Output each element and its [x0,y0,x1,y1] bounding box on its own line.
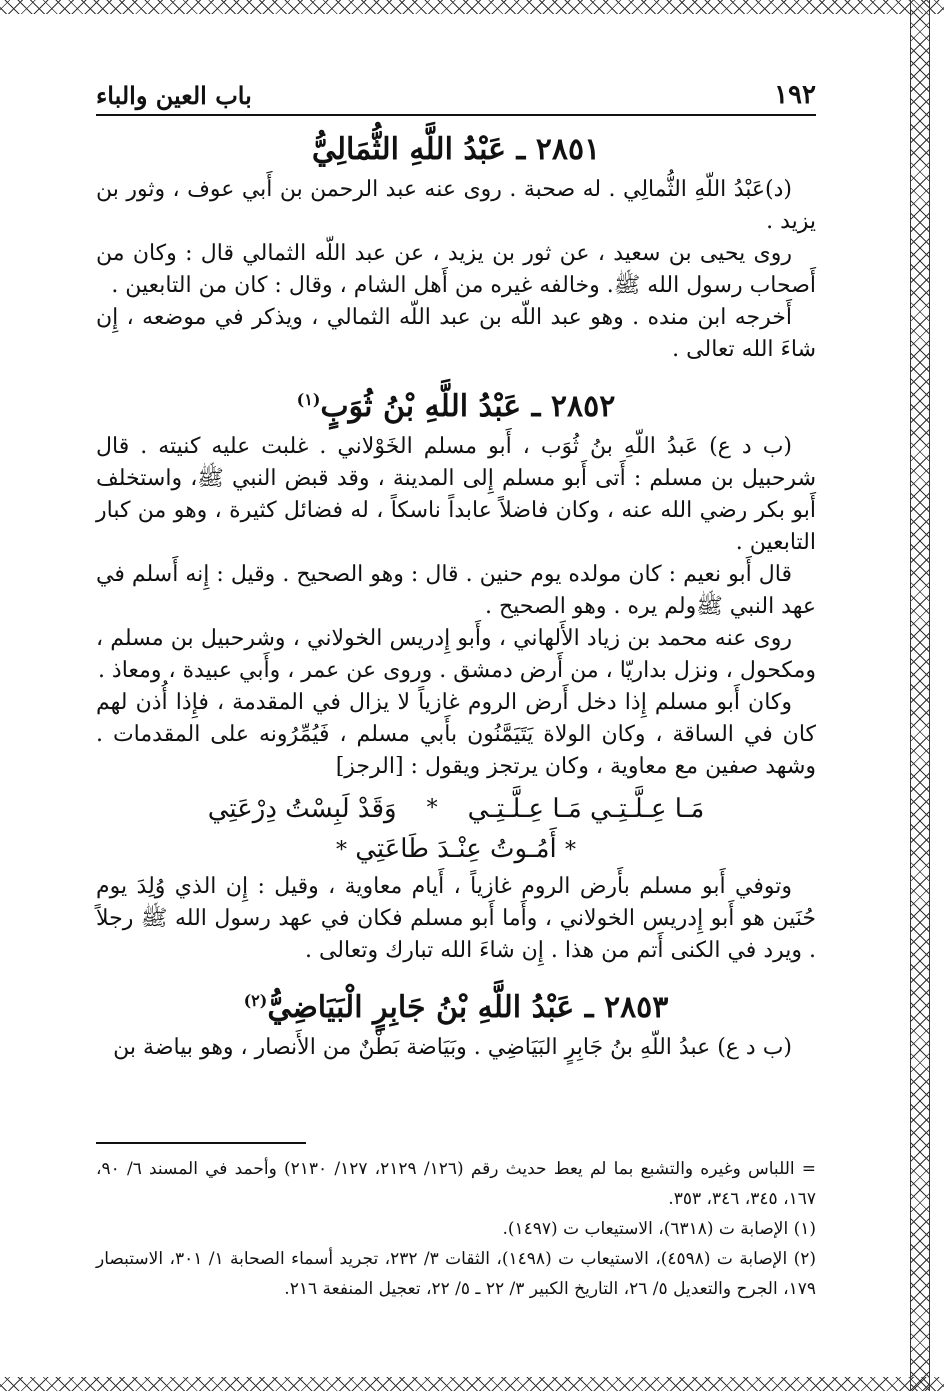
page-number: ١٩٢ [774,80,816,110]
paragraph: قال أَبو نعيم : كان مولده يوم حنين . قال : وهو الصحيح . وقيل : إِنه أَسلم في عهد النبي ﷺولم يره . وهو الصحيح . [96,562,816,619]
footnote: (١) الإصابة ت (٦٣١٨)، الاستيعاب ت (١٤٩٧). [502,1219,816,1239]
entry-title-2851 [96,132,816,168]
entry-title-2852 [96,382,816,425]
entry-title-text: ٢٨٥٢ ـ عَبْدُ اللَّهِ بْنُ ثُوَبٍ [320,389,616,424]
paragraph: روى عنه محمد بن زياد الأَلهاني ، وأَبو إِدريس الخولاني ، وشرحبيل بن مسلم ، ومكحول ، ونزل بداريّا ، من أَرض دمشق . وروى عن عمر ، وأَبي عبيدة ، ومعاذ . [96,626,816,683]
paragraph: (ب د ع) عبدُ اللّهِ بنُ جَابِرٍ البَيَاضِي . وبَيَاضة بَطْنٌ من الأَنصار ، وهو بياضة بن [113,1035,792,1060]
paragraph: وكان أَبو مسلم إِذا دخل أَرض الروم غازياً لا يزال في المقدمة ، فإِذا أُذن لهم كان في الساقة ، وكان الولاة يَتَيَمَّنُون بأَبي مسلم ، فَيُمِّرُونه على المقدمات . وشهد صفين مع معاوية ، وكان يرتجز ويقول : [الرجز] [96,690,816,779]
footnote: (٢) الإصابة ت (٤٥٩٨)، الاستيعاب ت (١٤٩٨)، الثقات ٣/ ٢٣٢، تجريد أسماء الصحابة ١/ ٣٠١، الاستبصار ١٧٩، الجرح والتعديل ٥/ ٢٦، التاريخ الكبير ٣/ ٢٢ ـ ٥/ ٢٢، تعجيل المنفعة ٢١٦. [96,1249,817,1299]
paragraph: وتوفي أَبو مسلم بأَرض الروم غازياً ، أَيام معاوية ، وقيل : إِن الذي وُلِدَ يوم حُنَين هو أَبو إِدريس الخولاني ، وأَما أَبو مسلم فكان في عهد رسول الله ﷺ رجلاً . ويرد في الكنى أَتم من هذا . إِن شاءَ الله تبارك وتعالى . [96,874,816,963]
verse-separator: * [426,796,438,821]
poem-hemistich: وَقَدْ لَبِسْتُ دِرْعَتِي [207,794,397,824]
entry-title-text: ٢٨٥١ ـ عَبْدُ اللَّهِ الثُّمَالِيُّ [311,132,601,167]
ornamental-border-right [910,0,930,1391]
chapter-title: باب العين والباء [96,81,252,110]
paragraph: أَخرجه ابن منده . وهو عبد اللّه بن عبد اللّه الثمالي ، ويذكر في موضعه ، إِن شاءَ الله تعالى . [96,305,816,362]
ornamental-border-top [0,0,944,14]
footnotes [96,1140,816,1304]
paragraph: (ب د ع) عَبدُ اللّهِ بنُ ثُوَب ، أَبو مسلم الخَوْلاني . غلبت عليه كنيته . قال شرحبيل بن مسلم : أَتى أَبو مسلم إِلى المدينة ، وقد قبض النبي ﷺ، واستخلف أَبو بكر رضي الله عنه ، وكان فاضلاً عابداً ناسكاً ، له فضائل كثيرة ، وهو من كبار التابعين . [96,434,816,555]
footnote-ref: (١) [296,390,321,409]
poem-hemistich: مَـا عِـلَّـتِـي مَـا عِـلَّـتِـي [467,794,705,824]
poem-verse [96,789,816,829]
verse-separator: * [565,838,576,863]
entry-title-text: ٢٨٥٣ ـ عَبْدُ اللَّهِ بْنُ جَابِرٍ الْبَيَاضِيُّ [267,990,669,1025]
page-body [96,70,816,1064]
entry-title-2853 [96,983,816,1026]
footnote-ref: (٢) [243,991,268,1010]
footnote: = اللباس وغيره والتشبع بما لم يعط حديث رقم (١٢٦/ ٢١٢٩، ١٢٧/ ٢١٣٠) وأحمد في المسند ٦/ ٩٠، ١٦٧، ٣٤٥، ٣٤٦، ٣٥٣. [96,1159,817,1209]
ornamental-border-bottom [0,1377,944,1391]
paragraph: (د)عَبْدُ اللّهِ الثُّمالِي . له صحبة . روى عنه عبد الرحمن بن أَبي عوف ، وثور بن يزيد . [96,177,816,234]
running-header [96,70,816,116]
verse-separator: * [335,838,347,863]
poem-verse-2 [96,829,816,871]
paragraph: روى يحيى بن سعيد ، عن ثور بن يزيد ، عن عبد اللّه الثمالي قال : وكان من أَصحاب رسول الله ﷺ. وخالفه غيره من أَهل الشام ، وقال : كان من التابعين . [96,241,816,298]
poem-hemistich: أَمُـوتُ عِنْـدَ طَاعَتِي [355,834,557,864]
